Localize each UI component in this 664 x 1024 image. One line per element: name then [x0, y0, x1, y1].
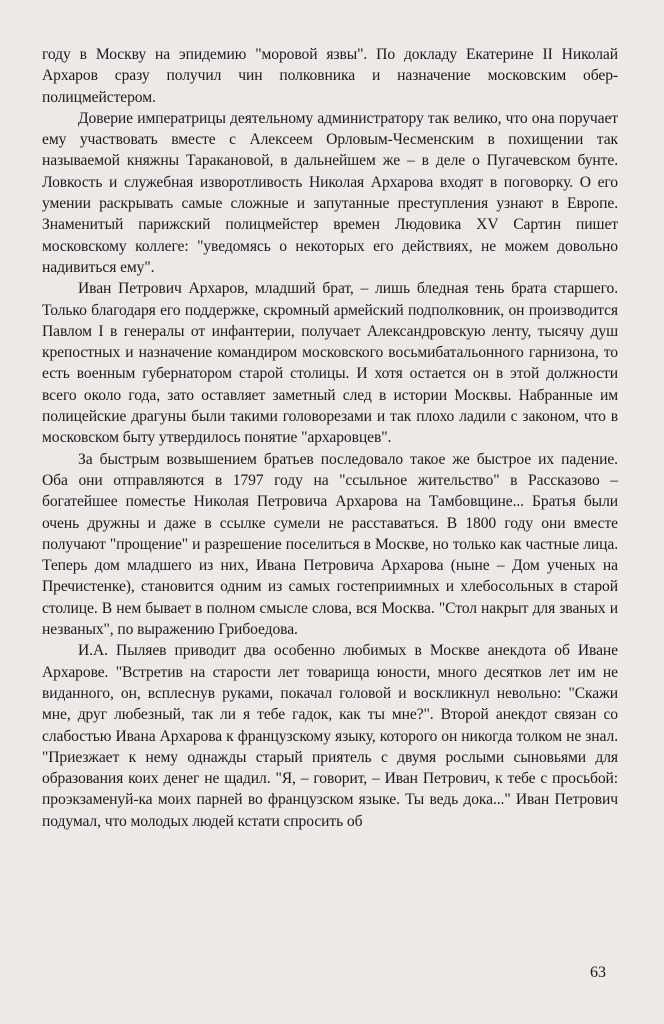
- paragraph-1: году в Москву на эпидемию "моровой язвы". По докладу Екатерине II Николай Архаров сразу получил чин полковника и назначение московским обер-полицмейстером.: [42, 46, 618, 106]
- body-text: [42, 44, 618, 832]
- page-number: 63: [590, 964, 606, 981]
- paragraph-4: За быстрым возвышением братьев последовало такое же быстрое их падение. Оба они отправляются в 1797 году на "ссыльное жительство" в Рассказово – богатейшее поместье Николая Петровича Архарова на Тамбовщине... Братья были очень дружны и даже в ссылке сумели не расставаться. В 1800 году они вместе получают "прощение" и разрешение поселиться в Москве, но только как частные лица. Теперь дом младшего из них, Ивана Петровича Архарова (ныне – Дом ученых на Пречистенке), становится одним из самых гостеприимных и хлебосольных в старой столице. В нем бывает в полном смысле слова, вся Москва. "Стол накрыт для званых и незваных", по выражению Грибоедова.: [42, 450, 618, 639]
- paragraph-2: Доверие императрицы деятельному администратору так велико, что она поручает ему участвовать вместе с Алексеем Орловым-Чесменским в похищении так называемой княжны Таракановой, в дальнейшем же – в деле о Пугачевском бунте. Ловкость и служебная изворотливость Николая Архарова входят в поговорку. О его умении раскрывать самые сложные и запутанные преступления узнают в Европе. Знаменитый парижский полицмейстер времен Людовика XV Сартин пишет московскому коллеге: "уведомясь о некоторых его действиях, не можем довольно надивиться ему".: [42, 109, 618, 276]
- paragraph-5: И.А. Пыляев приводит два особенно любимых в Москве анекдота об Иване Архарове. "Встретив на старости лет товарища юности, много десятков лет им не виданного, он, всплеснув руками, покачал головой и воскликнул невольно: "Скажи мне, друг любезный, так ли я тебе гадок, как ты мне?". Второй анекдот связан со слабостью Ивана Архарова к французскому языку, которого он никогда толком не знал. "Приезжает к нему однажды старый приятель с двумя рослыми сыновьями для образования коих денег не щадил. "Я, – говорит, – Иван Петрович, к тебе с просьбой: проэкзаменуй-ка моих парней во французском языке. Ты ведь дока..." Иван Петрович подумал, что молодых людей кстати спросить об: [42, 642, 618, 830]
- paragraph-3: Иван Петрович Архаров, младший брат, – лишь бледная тень брата старшего. Только благодаря его поддержке, скромный армейский подполковник, он производится Павлом I в генералы от инфантерии, получает Александровскую ленту, тысячу душ крепостных и назначение командиром московского восьмибатальонного гарнизона, то есть военным губернатором старой столицы. И хотя остается он в этой должности всего около года, зато оставляет заметный след в истории Москвы. Набранные им полицейские драгуны были такими головорезами и так плохо ладили с законом, что в московском быту утвердилось понятие "архаровцев".: [42, 280, 618, 447]
